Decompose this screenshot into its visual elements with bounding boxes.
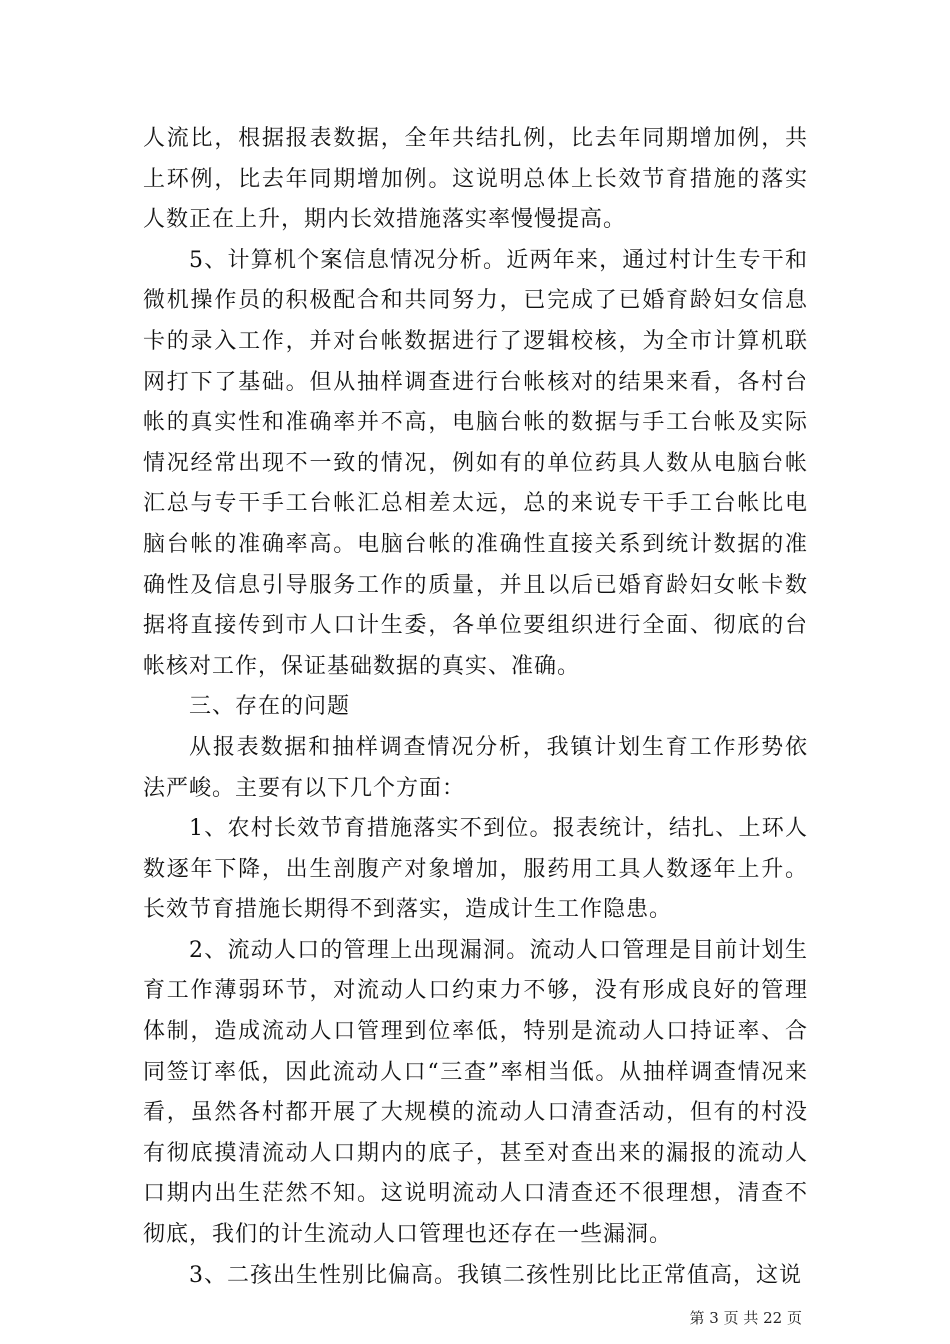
page-number: 第 3 页 共 22 页 (689, 1309, 802, 1327)
paragraph-3: 从报表数据和抽样调查情况分析，我镇计划生育工作形势依法严峻。主要有以下几个方面： (143, 734, 808, 801)
paragraph-1: 人流比，根据报表数据，全年共结扎例，比去年同期增加例，共上环例，比去年同期增加例。这说明总体上长效节育措施的落实人数正在上升，期内长效措施落实率慢慢提高。 (143, 126, 808, 233)
paragraph-2: 5、计算机个案信息情况分析。近两年来，通过村计生专干和微机操作员的积极配合和共同努力，已完成了已婚育龄妇女信息卡的录入工作，并对台帐数据进行了逻辑校核，为全市计算机联网打下了基础。但从抽样调查进行台帐核对的结果来看，各村台帐的真实性和准确率并不高，电脑台帐的数据与手工台帐及实际情况经常出现不一致的情况，例如有的单位药具人数从电脑台帐汇总与专干手工台帐汇总相差太远，总的来说专干手工台帐比电脑台帐的准确率高。电脑台帐的准确性直接关系到统计数据的准确性及信息引导服务工作的质量，并且以后已婚育龄妇女帐卡数据将直接传到市人口计生委，各单位要组织进行全面、彻底的台帐核对工作，保证基础数据的真实、准确。 (143, 247, 808, 679)
paragraph-5: 2、流动人口的管理上出现漏洞。流动人口管理是目前计划生育工作薄弱环节，对流动人口约束力不够，没有形成良好的管理体制，造成流动人口管理到位率低，特别是流动人口持证率、合同签订率低，因此流动人口“三查”率相当低。从抽样调查情况来看，虽然各村都开展了大规模的流动人口清查活动，但有的村没有彻底摸清流动人口期内的底子，甚至对查出来的漏报的流动人口期内出生茫然不知。这说明流动人口清查还不很理想，清查不彻底，我们的计生流动人口管理也还存在一些漏洞。 (143, 937, 808, 1248)
paragraph-4: 1、农村长效节育措施落实不到位。报表统计，结扎、上环人数逐年下降，出生剖腹产对象增加，服药用工具人数逐年上升。长效节育措施长期得不到落实，造成计生工作隐患。 (143, 816, 808, 923)
document-body (143, 119, 808, 1296)
section-heading: 三、存在的问题 (189, 694, 351, 720)
paragraph-6: 3、二孩出生性别比偏高。我镇二孩性别比比正常值高，这说 (189, 1262, 802, 1288)
